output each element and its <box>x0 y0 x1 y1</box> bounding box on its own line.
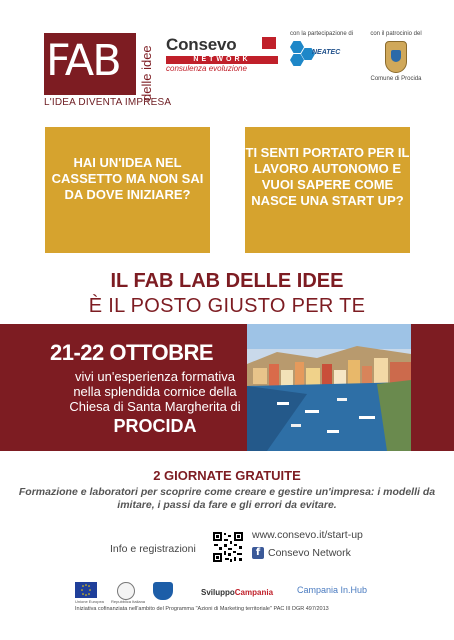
it-caption: Repubblica Italiana <box>111 599 146 604</box>
event-description: vivi un'esperienza formativa nella splendida cornice della Chiesa di Santa Margherita di <box>69 369 241 414</box>
eu-flag-icon <box>75 582 97 598</box>
campania-text: Campania <box>234 588 274 597</box>
sviluppo-text: Sviluppo <box>201 588 235 597</box>
neatec-logo <box>290 41 364 65</box>
italian-emblem-icon <box>117 582 135 600</box>
crest-icon <box>385 41 407 73</box>
sponsor-logos <box>75 582 395 604</box>
campania-emblem-icon <box>153 582 173 600</box>
facebook-link[interactable]: Consevo Network <box>268 547 351 559</box>
fab-logo <box>44 33 136 95</box>
qr-code-icon[interactable] <box>212 531 244 563</box>
consevo-logo <box>166 35 278 73</box>
facebook-icon[interactable]: f <box>252 547 264 559</box>
headline-title: IL FAB LAB DELLE IDEE <box>110 270 344 292</box>
offer-title: 2 GIORNATE GRATUITE <box>153 468 301 483</box>
campania-inhub-logo: Campania In.Hub <box>297 585 368 595</box>
event-dates: 21-22 OTTOBRE <box>50 340 214 365</box>
neatec-name: NEATEC <box>312 49 341 56</box>
procida-photo <box>247 324 411 451</box>
patron-block <box>366 31 426 82</box>
procida-harbor-image <box>247 324 411 451</box>
partner-caption: con la partecipazione di <box>290 31 354 37</box>
info-label: Info e registrazioni <box>110 543 196 555</box>
comune-name: Comune di Procida <box>370 76 422 82</box>
headline-subtitle: È IL POSTO GIUSTO PER TE <box>88 295 366 317</box>
offer-description: Formazione e laboratori per scoprire come creare e gestire un'impresa: i modelli da imitare, i passi da fare e gli errori da evitare. <box>18 486 436 511</box>
consevo-name: Consevo <box>166 35 237 54</box>
patron-caption: con il patrocinio del <box>370 31 422 37</box>
fab-logo-text: FAB <box>46 36 120 86</box>
logo-tagline: L'IDEA DIVENTA IMPRESA <box>44 97 172 108</box>
hexagon-icon <box>290 41 304 53</box>
eu-caption: Unione Europea <box>75 599 104 604</box>
event-details <box>50 340 250 437</box>
consevo-subtitle: consulenza evoluzione <box>166 64 247 73</box>
event-place: PROCIDA <box>113 416 197 436</box>
partner-block <box>290 31 364 65</box>
question-box-right: TI SENTI PORTATO PER IL LAVORO AUTONOMO E VUOI SAPERE COME NASCE UNA START UP? <box>245 127 410 253</box>
consevo-network-bar: NETWORK <box>166 56 278 64</box>
consevo-badge-icon <box>262 37 276 49</box>
question-box-left: HAI UN'IDEA NEL CASSETTO MA NON SAI DA DOVE INIZIARE? <box>45 127 210 253</box>
sviluppo-campania-logo <box>201 588 273 597</box>
fab-logo-side-text: delle idee <box>139 45 154 101</box>
funding-note: Iniziativa cofinanziata nell'ambito del Programma "Azioni di Marketing territoriale" PAC III DGR 497/2013 <box>75 606 329 612</box>
event-band <box>0 324 454 451</box>
website-link[interactable]: www.consevo.it/start-up <box>252 529 363 541</box>
header <box>0 0 454 112</box>
hexagon-icon <box>290 54 304 66</box>
